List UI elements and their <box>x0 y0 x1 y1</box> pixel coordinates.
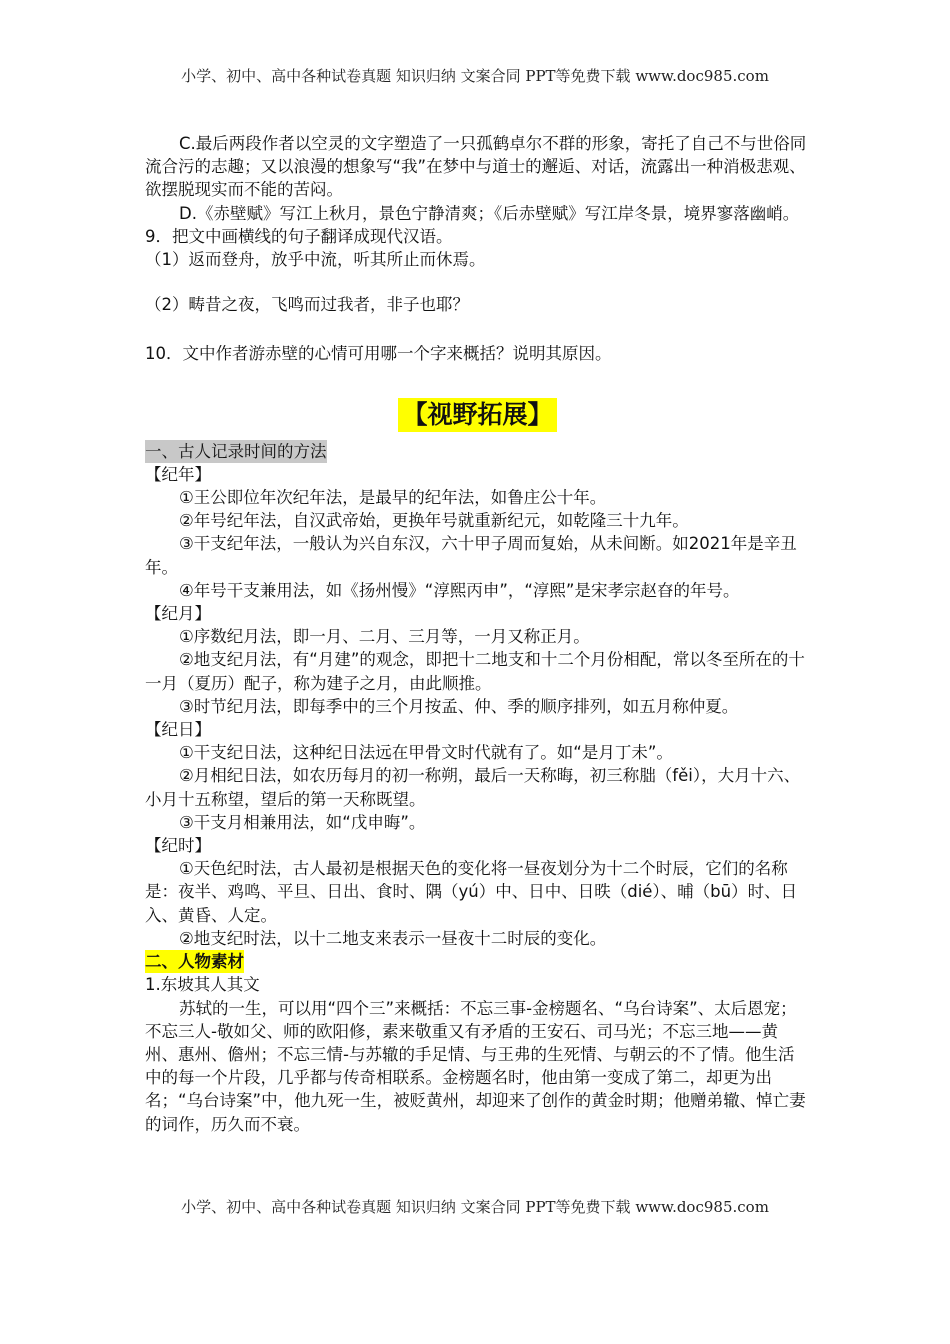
month-label: 【纪月】 <box>145 604 211 624</box>
year-item-1: ①王公即位年次纪年法，是最早的纪年法，如鲁庄公十年。 <box>179 488 607 508</box>
question-9-stem: 9．把文中画横线的句子翻译成现代汉语。 <box>145 226 453 246</box>
year-label: 【纪年】 <box>145 464 211 484</box>
day-label: 【纪日】 <box>145 720 211 740</box>
page-footer: 小学、初中、高中各种试卷真题 知识归纳 文案合同 PPT等免费下载 www.doc985.com <box>181 1198 769 1216</box>
part2-heading: 二、人物素材 <box>145 950 244 973</box>
month-item-1: ①序数纪月法，即一月、二月、三月等，一月又称正月。 <box>179 627 590 647</box>
month-item-2: ②地支纪月法，有“月建”的观念，即把十二地支和十二个月份相配，常以冬至所在的十一月（夏历）配子，称为建子之月，由此顺推。 <box>145 650 805 693</box>
month-item-3: ③时节纪月法，即每季中的三个月按孟、仲、季的顺序排列，如五月称仲夏。 <box>179 696 739 716</box>
day-item-3: ③干支月相兼用法，如“戊申晦”。 <box>179 812 426 832</box>
dongpo-paragraph: 苏轼的一生，可以用“四个三”来概括：不忘三事-金榜题名、“乌台诗案”、太后恩宠；不忘三人-敬如父、师的欧阳修，素来敬重又有矛盾的王安石、司马光；不忘三地——黄州、惠州、儋州；不忘三情-与苏辙的手足情、与王弗的生死情、与朝云的不了情。他生活中的每一个片段，几乎都与传奇相联系。金榜题名时，他由第一变成了第二，却更为出名；“乌台诗案”中，他九死一生，被贬黄州，却迎来了创作的黄金时期；他赠弟辙、悼亡妻的词作，历久而不衰。 <box>145 998 806 1134</box>
page-header: 小学、初中、高中各种试卷真题 知识归纳 文案合同 PPT等免费下载 www.doc985.com <box>181 67 769 85</box>
year-item-4: ④年号干支兼用法，如《扬州慢》“淳熙丙申”，“淳熙”是宋孝宗赵昚的年号。 <box>179 580 740 600</box>
year-item-2: ②年号纪年法，自汉武帝始，更换年号就重新纪元，如乾隆三十九年。 <box>179 511 689 531</box>
part1-heading: 一、古人记录时间的方法 <box>145 440 327 463</box>
section-title-wrap <box>145 398 810 432</box>
document-body <box>145 132 810 1136</box>
option-d: D.《赤壁赋》写江上秋月，景色宁静清爽；《后赤壁赋》写江岸冬景，境界寥落幽峭。 <box>179 203 800 223</box>
part2-subheading: 1.东坡其人其文 <box>145 975 260 995</box>
hour-label: 【纪时】 <box>145 836 211 856</box>
option-c: C.最后两段作者以空灵的文字塑造了一只孤鹤卓尔不群的形象，寄托了自己不与世俗同流合污的志趣；又以浪漫的想象写“我”在梦中与道士的邂逅、对话，流露出一种消极悲观、欲摆脱现实而不能的苦闷。 <box>145 134 807 200</box>
day-item-1: ①干支纪日法，这种纪日法远在甲骨文时代就有了。如“是月丁未”。 <box>179 743 673 763</box>
question-9-sentence-1: （1）返而登舟，放乎中流，听其所止而休焉。 <box>145 250 486 270</box>
day-item-2: ②月相纪日法，如农历每月的初一称朔，最后一天称晦，初三称朏（fěi），大月十六、小月十五称望，望后的第一天称既望。 <box>145 766 801 809</box>
hour-item-1: ①天色纪时法，古人最初是根据天色的变化将一昼夜划分为十二个时辰，它们的名称是：夜半、鸡鸣、平旦、日出、食时、隅（yú）中、日中、日昳（dié）、晡（bū）时、日入、黄昏、人定。 <box>145 859 798 925</box>
hour-item-2: ②地支纪时法，以十二地支来表示一昼夜十二时辰的变化。 <box>179 928 607 948</box>
question-9-sentence-2: （2）畴昔之夜，飞鸣而过我者，非子也耶？ <box>145 295 469 315</box>
question-10-stem: 10．文中作者游赤壁的心情可用哪一个字来概括？说明其原因。 <box>145 344 612 364</box>
section-title: 【视野拓展】 <box>398 398 556 432</box>
year-item-3: ③干支纪年法，一般认为兴自东汉，六十甲子周而复始，从未间断。如2021年是辛丑年。 <box>145 534 797 577</box>
